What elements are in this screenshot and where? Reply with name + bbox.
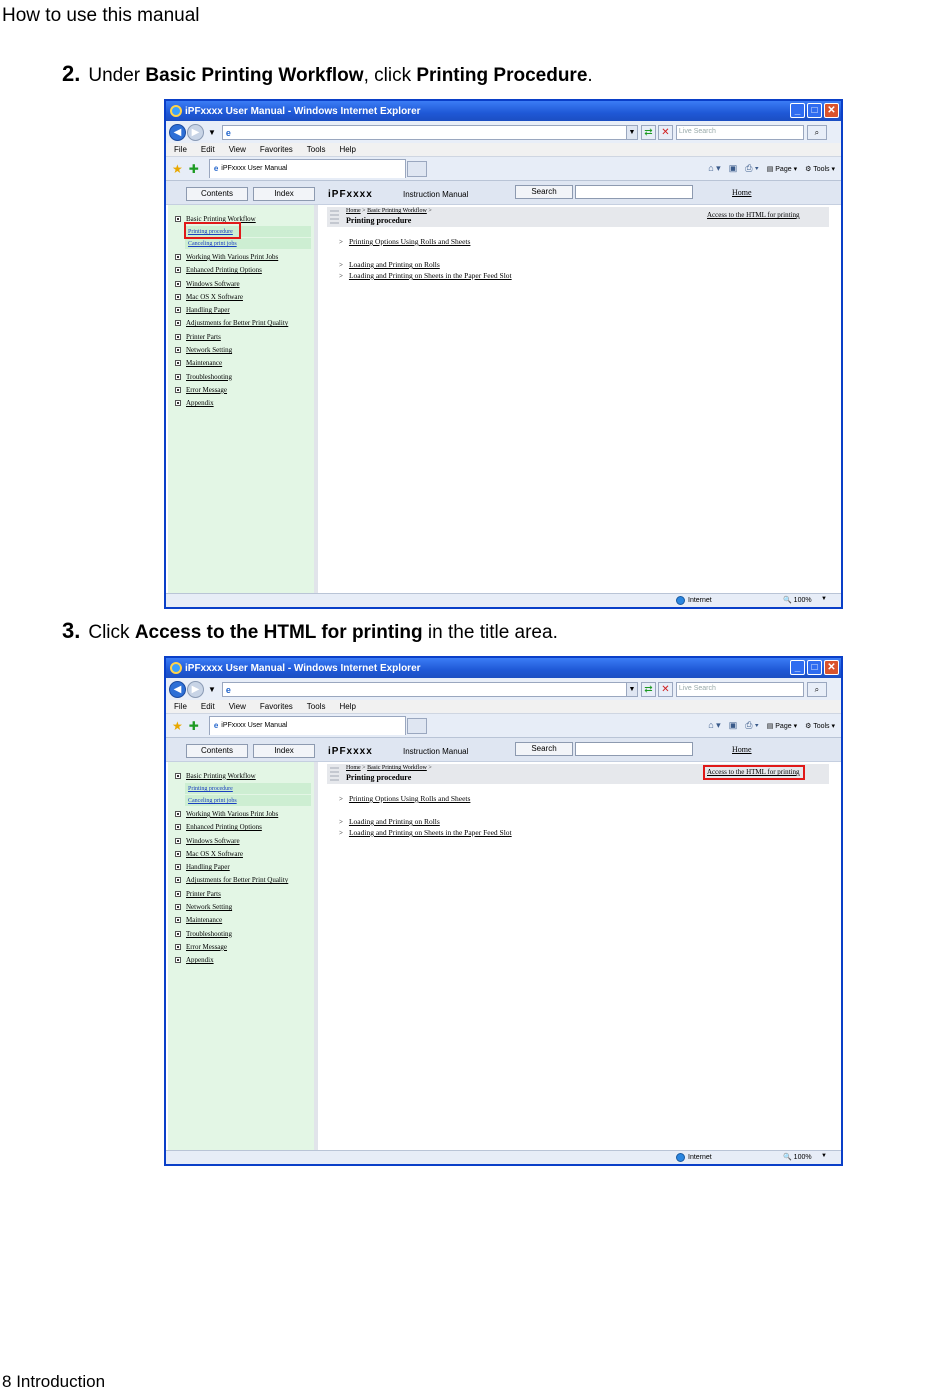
ie-page-icon: e (213, 164, 219, 173)
expand-icon (175, 891, 181, 897)
content-link[interactable]: Loading and Printing on Sheets in the Paper Feed Slot (348, 828, 512, 837)
sidebar-list (168, 250, 314, 410)
breadcrumb-section[interactable]: Basic Printing Workflow (367, 208, 427, 214)
address-dropdown-icon[interactable]: ▼ (626, 126, 637, 139)
close-button[interactable]: ✕ (824, 103, 839, 118)
sidebar-item-label[interactable]: Network Setting (186, 346, 233, 355)
chevron-right-icon: > (339, 271, 343, 280)
menu-file[interactable]: File (174, 702, 187, 711)
add-favorites-icon[interactable]: ✚ (188, 161, 199, 176)
sidebar-item-label[interactable]: Adjustments for Better Print Quality (186, 876, 289, 885)
section-name: Introduction (16, 1372, 106, 1391)
sidebar-item[interactable] (168, 874, 314, 887)
sidebar-item-label[interactable]: Maintenance (186, 359, 223, 368)
live-search-input[interactable]: Live Search (676, 125, 804, 140)
forward-arrow-icon[interactable]: ▶ (187, 681, 204, 698)
expand-icon (175, 294, 181, 300)
ie-logo-icon (170, 662, 182, 674)
sidebar-item[interactable] (168, 821, 314, 834)
security-zone[interactable] (676, 1153, 712, 1162)
sidebar-item-label[interactable]: Network Setting (186, 903, 233, 912)
star-icon[interactable]: ★ (172, 161, 183, 176)
expand-icon (175, 904, 181, 910)
content-link[interactable]: Loading and Printing on Sheets in the Paper Feed Slot (348, 271, 512, 280)
sidebar-item[interactable] (168, 357, 314, 370)
step-bold-term: Access to the HTML for printing (134, 622, 423, 643)
expand-icon (175, 957, 181, 963)
expand-icon (175, 320, 181, 326)
feeds-icon[interactable]: ▣ (728, 163, 738, 173)
expand-icon (175, 931, 181, 937)
step-number: 3. (62, 618, 81, 643)
expand-icon (175, 944, 181, 950)
menu-tools[interactable]: Tools (306, 702, 326, 711)
contents-button[interactable]: Contents (186, 744, 248, 758)
expand-icon (175, 267, 181, 273)
step-text: in the title area. (422, 622, 558, 643)
zoom-dropdown-icon[interactable]: ▼ (821, 1153, 827, 1159)
window-titlebar[interactable] (166, 101, 841, 121)
window-titlebar[interactable] (166, 658, 841, 678)
zoom-label: 100% (793, 1154, 812, 1161)
page-menu-label: Page (775, 165, 792, 173)
chevron-right-icon: > (339, 817, 343, 826)
content-link[interactable]: Printing Options Using Rolls and Sheets (348, 237, 471, 246)
sidebar-item-label[interactable]: Printer Parts (186, 332, 221, 341)
address-input[interactable] (222, 125, 638, 140)
step-number: 2. (62, 61, 81, 86)
content-link-item[interactable] (339, 816, 829, 827)
sidebar-item-label[interactable]: Troubleshooting (186, 929, 233, 938)
tools-menu[interactable]: ⚙ Tools ▾ (805, 165, 835, 173)
sidebar-item[interactable] (168, 954, 314, 967)
manual-subtitle: Instruction Manual (403, 190, 469, 199)
menu-favorites[interactable]: Favorites (259, 702, 293, 711)
sidebar-sub-canceling-print-jobs[interactable] (185, 238, 311, 249)
page-footer (2, 1372, 105, 1392)
content-link-item[interactable] (339, 793, 829, 804)
sidebar-item[interactable] (168, 807, 314, 820)
expand-icon (175, 281, 181, 287)
content-link[interactable]: Printing Options Using Rolls and Sheets (348, 794, 471, 803)
sidebar-item-label[interactable]: Maintenance (186, 916, 223, 925)
manual-search-button[interactable]: Search (515, 742, 573, 756)
index-button[interactable]: Index (253, 744, 315, 758)
index-button[interactable]: Index (253, 187, 315, 201)
expand-icon (175, 811, 181, 817)
sidebar-item-label[interactable]: Enhanced Printing Options (186, 823, 262, 832)
sidebar-item[interactable] (168, 940, 314, 953)
manual-main (327, 205, 829, 593)
manual-page (166, 738, 841, 1150)
address-toolbar (166, 678, 841, 700)
tab-title: iPFxxxx User Manual (221, 722, 288, 729)
expand-icon (175, 374, 181, 380)
printer-icon[interactable]: ⎙ ▾ (745, 720, 759, 730)
breadcrumb (346, 208, 432, 214)
sidebar-item[interactable] (168, 277, 314, 290)
zoom-level[interactable]: 🔍 100% (783, 597, 812, 604)
menu-edit[interactable]: Edit (200, 702, 215, 711)
sidebar-sub-label[interactable]: Printing procedure (188, 785, 233, 792)
sidebar-item-label[interactable]: Handling Paper (186, 306, 230, 315)
grip-icon (330, 767, 339, 781)
manual-header (166, 181, 841, 205)
zoom-dropdown-icon[interactable]: ▼ (821, 596, 827, 602)
step-text: Under (88, 65, 146, 86)
manual-search-input[interactable] (575, 742, 693, 756)
content-link[interactable]: Loading and Printing on Rolls (348, 817, 440, 826)
step-bold-term: Printing Procedure (416, 65, 588, 86)
search-button[interactable]: ⌕ (807, 682, 827, 697)
menu-help[interactable]: Help (339, 145, 356, 154)
manual-subtitle: Instruction Manual (403, 747, 469, 756)
browser-window-step-3 (164, 656, 843, 1166)
expand-icon (175, 824, 181, 830)
content-link[interactable]: Loading and Printing on Rolls (348, 260, 440, 269)
manual-main (327, 762, 829, 1150)
menu-bar (166, 700, 841, 714)
sidebar-item[interactable] (168, 303, 314, 316)
sidebar-item-label[interactable]: Enhanced Printing Options (186, 266, 262, 275)
manual-page (166, 181, 841, 593)
sidebar-sub-label[interactable]: Canceling print jobs (188, 797, 237, 804)
live-search-input[interactable]: Live Search (676, 682, 804, 697)
sidebar-item-label[interactable]: Error Message (186, 942, 228, 951)
sidebar-item[interactable] (168, 317, 314, 330)
ie-logo-icon (170, 105, 182, 117)
sidebar-item-basic-printing-workflow[interactable] (168, 769, 314, 782)
sidebar-item[interactable] (168, 887, 314, 900)
expand-icon (175, 400, 181, 406)
sidebar-sub-printing-procedure[interactable] (185, 783, 311, 794)
expand-icon (175, 254, 181, 260)
menu-tools[interactable]: Tools (306, 145, 326, 154)
sidebar-item-label[interactable]: Adjustments for Better Print Quality (186, 319, 289, 328)
expand-icon (175, 334, 181, 340)
home-icon[interactable]: ⌂ ▾ (708, 720, 721, 730)
expand-icon (175, 307, 181, 313)
step-3-instruction (62, 618, 558, 644)
browser-tab[interactable] (209, 716, 406, 735)
back-arrow-icon[interactable]: ◀ (169, 124, 186, 141)
sidebar-item-label[interactable]: Mac OS X Software (186, 849, 243, 858)
manual-brand: iPFxxxx (328, 746, 373, 757)
chevron-right-icon: > (339, 260, 343, 269)
printer-icon[interactable]: ⎙ ▾ (745, 163, 759, 173)
ie-page-icon: e (225, 684, 231, 695)
manual-sidebar (168, 762, 318, 1150)
menu-view[interactable]: View (228, 702, 246, 711)
globe-icon (676, 1153, 685, 1162)
breadcrumb-section[interactable]: Basic Printing Workflow (367, 765, 427, 771)
page-header: How to use this manual (2, 5, 200, 26)
back-arrow-icon[interactable]: ◀ (169, 681, 186, 698)
favorites-bar (166, 714, 841, 738)
breadcrumb-sep: > (426, 208, 432, 214)
window-title: iPFxxxx User Manual - Windows Internet Explorer (185, 662, 421, 674)
address-dropdown-icon[interactable]: ▼ (626, 683, 637, 696)
sidebar-item-label[interactable]: Appendix (186, 399, 214, 408)
zoom-level[interactable]: 🔍 100% (783, 1154, 812, 1161)
sidebar-item[interactable] (168, 264, 314, 277)
page-number: 8 (2, 1372, 12, 1391)
expand-icon (175, 851, 181, 857)
expand-icon (175, 864, 181, 870)
feeds-icon[interactable]: ▣ (728, 720, 738, 730)
sidebar-item[interactable] (168, 383, 314, 396)
content-links (327, 236, 829, 281)
home-link[interactable]: Home (732, 745, 752, 754)
minimize-button[interactable]: _ (790, 103, 805, 118)
tools-menu-label: Tools (813, 722, 830, 730)
sidebar-item[interactable] (168, 343, 314, 356)
breadcrumb-home[interactable]: Home (346, 765, 361, 771)
sidebar-item[interactable] (168, 250, 314, 263)
maximize-button[interactable]: □ (807, 103, 822, 118)
sidebar-item-label[interactable]: Working With Various Print Jobs (186, 252, 279, 261)
content-link-item[interactable] (339, 827, 829, 838)
sidebar-item-label[interactable]: Handling Paper (186, 863, 230, 872)
expand-icon (175, 917, 181, 923)
sidebar-sub-label[interactable]: Printing procedure (188, 228, 233, 235)
content-link-item[interactable] (339, 259, 829, 270)
page-title: Printing procedure (346, 773, 412, 782)
sidebar-item-label[interactable]: Appendix (186, 956, 214, 965)
refresh-button[interactable]: ⇄ (641, 682, 656, 697)
sidebar-item[interactable] (168, 847, 314, 860)
step-text: , click (363, 65, 417, 86)
sidebar-sub-label[interactable]: Canceling print jobs (188, 240, 237, 247)
star-icon[interactable]: ★ (172, 718, 183, 733)
status-bar (166, 1150, 841, 1164)
chevron-right-icon: > (339, 794, 343, 803)
home-link[interactable]: Home (732, 188, 752, 197)
maximize-button[interactable]: □ (807, 660, 822, 675)
chevron-right-icon: > (339, 237, 343, 246)
content-link-item[interactable] (339, 270, 829, 281)
sidebar-item[interactable] (168, 370, 314, 383)
zone-label: Internet (688, 597, 712, 604)
tools-menu[interactable]: ⚙ Tools ▾ (805, 722, 835, 730)
contents-button[interactable]: Contents (186, 187, 248, 201)
menu-file[interactable]: File (174, 145, 187, 154)
expand-icon (175, 773, 181, 779)
step-bold-term: Basic Printing Workflow (145, 65, 364, 86)
manual-search-button[interactable]: Search (515, 185, 573, 199)
access-html-printing-link[interactable]: Access to the HTML for printing (707, 768, 800, 776)
new-tab-button[interactable] (407, 718, 427, 734)
refresh-button[interactable]: ⇄ (641, 125, 656, 140)
history-dropdown-icon[interactable]: ▼ (208, 127, 216, 137)
grip-icon (330, 210, 339, 224)
title-area (327, 764, 829, 784)
sidebar-item-label[interactable]: Printer Parts (186, 889, 221, 898)
page-title: Printing procedure (346, 216, 412, 225)
sidebar-item[interactable] (168, 290, 314, 303)
page-menu[interactable]: ▤ Page ▾ (766, 165, 798, 173)
sidebar-item-label[interactable]: Error Message (186, 385, 228, 394)
content-links (327, 793, 829, 838)
expand-icon (175, 347, 181, 353)
sidebar-item-label[interactable]: Windows Software (186, 279, 240, 288)
step-text: Click (88, 622, 135, 643)
sidebar-item[interactable] (168, 914, 314, 927)
browser-window-step-2 (164, 99, 843, 609)
tools-menu-label: Tools (813, 165, 830, 173)
stop-button[interactable]: ✕ (658, 682, 673, 697)
security-zone[interactable] (676, 596, 712, 605)
breadcrumb-home[interactable]: Home (346, 208, 361, 214)
menu-view[interactable]: View (228, 145, 246, 154)
sidebar-item-label[interactable]: Working With Various Print Jobs (186, 809, 279, 818)
browser-tab[interactable] (209, 159, 406, 178)
highlight-access-link (703, 765, 805, 780)
expand-icon (175, 360, 181, 366)
breadcrumb-sep: > (426, 765, 432, 771)
menu-help[interactable]: Help (339, 702, 356, 711)
window-title: iPFxxxx User Manual - Windows Internet Explorer (185, 105, 421, 117)
forward-arrow-icon[interactable]: ▶ (187, 124, 204, 141)
sidebar-item[interactable] (168, 397, 314, 410)
expand-icon (175, 838, 181, 844)
sidebar-sub-canceling-print-jobs[interactable] (185, 795, 311, 806)
step-2-instruction (62, 61, 593, 87)
content-link-item[interactable] (339, 236, 829, 247)
sidebar-list (168, 807, 314, 967)
sidebar-item-label[interactable]: Basic Printing Workflow (186, 214, 256, 223)
sidebar-item[interactable] (168, 860, 314, 873)
sidebar-item-label[interactable]: Windows Software (186, 836, 240, 845)
sidebar-item[interactable] (168, 927, 314, 940)
sidebar-item-label[interactable]: Basic Printing Workflow (186, 771, 256, 780)
menu-bar (166, 143, 841, 157)
title-area (327, 207, 829, 227)
zone-label: Internet (688, 1154, 712, 1161)
ie-page-icon: e (225, 127, 231, 138)
sidebar-sub-printing-procedure[interactable] (185, 226, 311, 237)
sidebar-item-label[interactable]: Mac OS X Software (186, 292, 243, 301)
address-toolbar (166, 121, 841, 143)
expand-icon (175, 877, 181, 883)
page-menu-label: Page (775, 722, 792, 730)
ie-page-icon: e (213, 721, 219, 730)
tab-title: iPFxxxx User Manual (221, 165, 288, 172)
sidebar-item[interactable] (168, 330, 314, 343)
favorites-bar (166, 157, 841, 181)
page-menu[interactable]: ▤ Page ▾ (766, 722, 798, 730)
add-favorites-icon[interactable]: ✚ (188, 718, 199, 733)
expand-icon (175, 387, 181, 393)
sidebar-item[interactable] (168, 834, 314, 847)
close-button[interactable]: ✕ (824, 660, 839, 675)
manual-sidebar (168, 205, 318, 593)
manual-header (166, 738, 841, 762)
access-html-printing-link[interactable]: Access to the HTML for printing (707, 211, 800, 219)
zoom-label: 100% (793, 597, 812, 604)
stop-button[interactable]: ✕ (658, 125, 673, 140)
history-dropdown-icon[interactable]: ▼ (208, 684, 216, 694)
chevron-right-icon: > (339, 828, 343, 837)
manual-search-input[interactable] (575, 185, 693, 199)
home-icon[interactable]: ⌂ ▾ (708, 163, 721, 173)
manual-brand: iPFxxxx (328, 189, 373, 200)
sidebar-item[interactable] (168, 900, 314, 913)
step-text: . (587, 65, 593, 86)
search-button[interactable]: ⌕ (807, 125, 827, 140)
expand-icon (175, 216, 181, 222)
new-tab-button[interactable] (407, 161, 427, 177)
breadcrumb-sep: > (360, 208, 368, 214)
breadcrumb-sep: > (360, 765, 368, 771)
breadcrumb (346, 765, 432, 771)
minimize-button[interactable]: _ (790, 660, 805, 675)
menu-favorites[interactable]: Favorites (259, 145, 293, 154)
globe-icon (676, 596, 685, 605)
menu-edit[interactable]: Edit (200, 145, 215, 154)
sidebar-item-basic-printing-workflow[interactable] (168, 212, 314, 225)
address-input[interactable] (222, 682, 638, 697)
status-bar (166, 593, 841, 607)
sidebar-item-label[interactable]: Troubleshooting (186, 372, 233, 381)
